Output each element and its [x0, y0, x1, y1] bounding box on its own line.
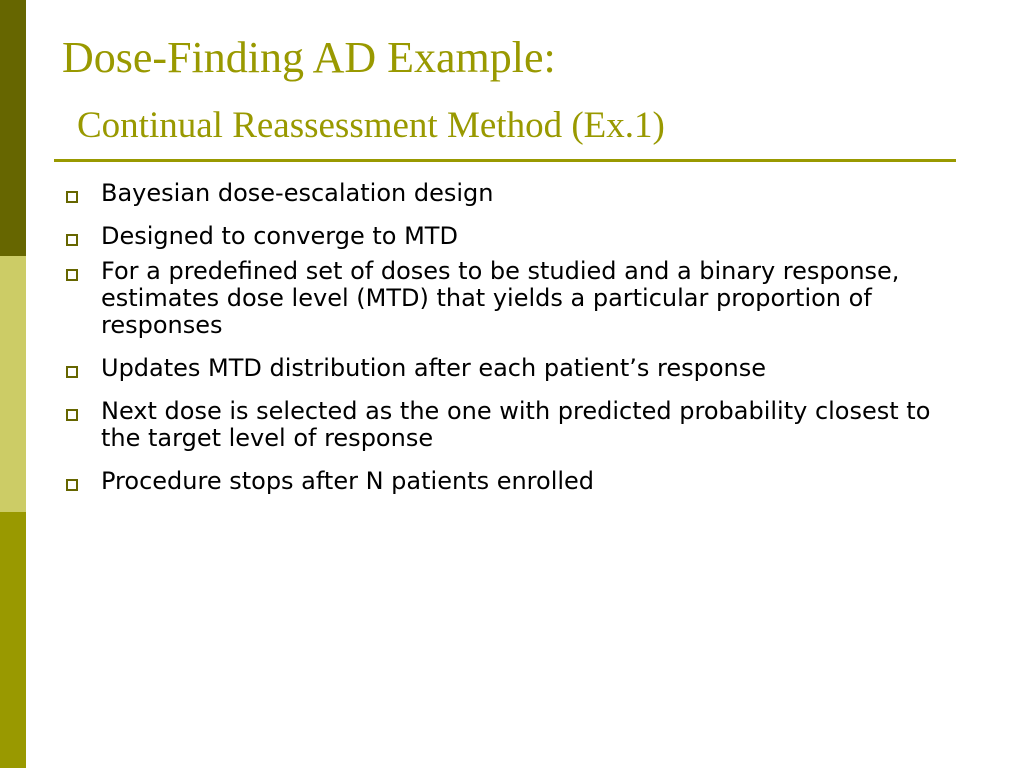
bullet-item	[62, 180, 962, 207]
hollow-square-bullet-icon	[66, 366, 78, 378]
side-bar-middle	[0, 256, 26, 512]
side-bar-bottom	[0, 512, 26, 768]
hollow-square-bullet-icon	[66, 409, 78, 421]
title-divider	[54, 159, 956, 162]
bullet-text: Updates MTD distribution after each patient’s response	[101, 354, 767, 382]
bullet-item	[62, 468, 962, 495]
hollow-square-bullet-icon	[66, 269, 78, 281]
bullet-list	[62, 180, 962, 511]
bullet-text: Next dose is selected as the one with predicted probability closest to the target level of response	[101, 397, 931, 452]
bullet-text: Procedure stops after N patients enrolled	[101, 467, 595, 495]
bullet-text: For a predefined set of doses to be studied and a binary response, estimates dose level (MTD) that yields a particular proportion of responses	[101, 257, 900, 339]
bullet-text: Designed to converge to MTD	[101, 222, 458, 250]
side-bar-top	[0, 0, 26, 256]
hollow-square-bullet-icon	[66, 234, 78, 246]
slide-subtitle: Continual Reassessment Method (Ex.1)	[77, 105, 665, 146]
bullet-item	[62, 258, 962, 339]
hollow-square-bullet-icon	[66, 191, 78, 203]
bullet-text: Bayesian dose-escalation design	[101, 179, 494, 207]
hollow-square-bullet-icon	[66, 479, 78, 491]
bullet-item	[62, 223, 962, 250]
bullet-item	[62, 398, 962, 452]
slide-title: Dose-Finding AD Example:	[62, 33, 556, 82]
bullet-item	[62, 355, 962, 382]
